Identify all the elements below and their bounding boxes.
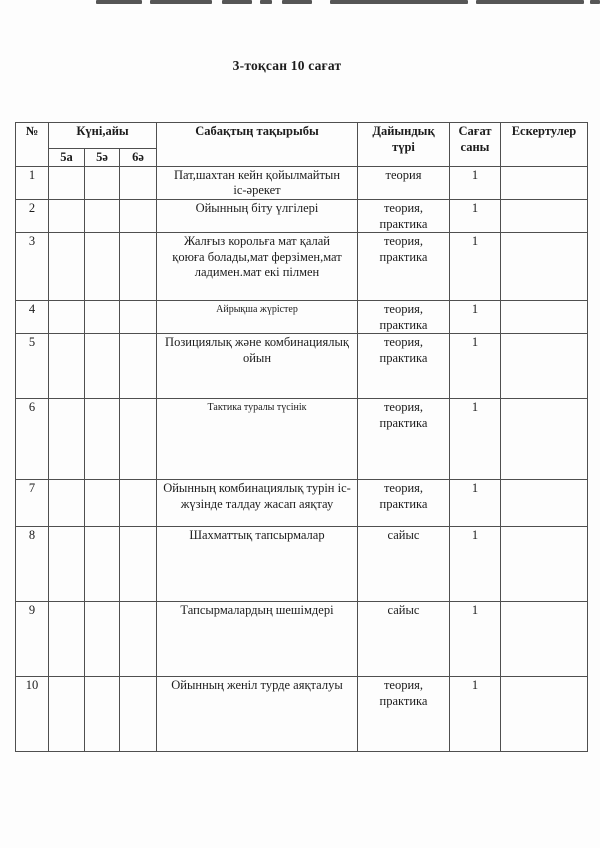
header-row-1: [16, 123, 588, 149]
row-number: 3: [16, 233, 49, 301]
col-header-hours: Сағат саны: [450, 123, 501, 167]
prep-cell: теория, практика: [358, 677, 450, 752]
row-number: 9: [16, 602, 49, 677]
date-cell: [49, 527, 85, 602]
topic-cell: Ойынның женіл турде аяқталуы: [157, 677, 358, 752]
notes-cell: [501, 301, 588, 334]
date-cell: [120, 480, 157, 527]
date-cell: [49, 199, 85, 232]
date-cell: [120, 602, 157, 677]
date-cell: [85, 399, 120, 480]
notes-cell: [501, 399, 588, 480]
prep-cell: теория: [358, 166, 450, 199]
table-row: [16, 334, 588, 399]
notes-cell: [501, 527, 588, 602]
scan-edge-artifact: [0, 0, 600, 5]
date-cell: [120, 334, 157, 399]
col-header-class-5a: 5а: [49, 149, 85, 167]
prep-cell: теория, практика: [358, 301, 450, 334]
notes-cell: [501, 677, 588, 752]
hours-cell: 1: [450, 166, 501, 199]
prep-cell: теория, практика: [358, 480, 450, 527]
topic-cell: Тактика туралы түсінік: [157, 399, 358, 480]
date-cell: [85, 334, 120, 399]
hours-cell: 1: [450, 199, 501, 232]
topic-cell: Позициялық және комбинациялық ойын: [157, 334, 358, 399]
topic-cell: Айрықша жүрістер: [157, 301, 358, 334]
hours-cell: 1: [450, 602, 501, 677]
date-cell: [85, 166, 120, 199]
col-header-number: №: [16, 123, 49, 167]
date-cell: [120, 166, 157, 199]
lesson-plan-table: [15, 122, 588, 752]
hours-cell: 1: [450, 334, 501, 399]
col-header-topic: Сабақтың тақырыбы: [157, 123, 358, 167]
row-number: 1: [16, 166, 49, 199]
date-cell: [85, 527, 120, 602]
row-number: 6: [16, 399, 49, 480]
hours-cell: 1: [450, 233, 501, 301]
table-row: [16, 602, 588, 677]
date-cell: [120, 399, 157, 480]
page-title-wrap: [0, 57, 600, 75]
notes-cell: [501, 602, 588, 677]
prep-cell: сайыс: [358, 527, 450, 602]
topic-cell: Пат,шахтан кейн қойылмайтын іс-әрекет: [157, 166, 358, 199]
prep-cell: теория, практика: [358, 199, 450, 232]
date-cell: [85, 602, 120, 677]
topic-cell: Тапсырмалардың шешімдері: [157, 602, 358, 677]
topic-cell: Ойынның біту үлгілері: [157, 199, 358, 232]
row-number: 8: [16, 527, 49, 602]
date-cell: [85, 301, 120, 334]
notes-cell: [501, 199, 588, 232]
date-cell: [120, 527, 157, 602]
date-cell: [85, 480, 120, 527]
topic-cell: Жалғыз корольға мат қалай қоюға болады,мат ферзімен,мат ладимен.мат екі пілмен: [157, 233, 358, 301]
col-header-notes: Ескертулер: [501, 123, 588, 167]
prep-cell: теория, практика: [358, 334, 450, 399]
table-row: [16, 233, 588, 301]
date-cell: [49, 166, 85, 199]
notes-cell: [501, 334, 588, 399]
row-number: 2: [16, 199, 49, 232]
notes-cell: [501, 480, 588, 527]
row-number: 4: [16, 301, 49, 334]
date-cell: [49, 301, 85, 334]
topic-cell: Ойынның комбинациялық турін іс-жүзінде талдау жасап аяқтау: [157, 480, 358, 527]
date-cell: [49, 480, 85, 527]
prep-cell: сайыс: [358, 602, 450, 677]
date-cell: [120, 301, 157, 334]
date-cell: [49, 334, 85, 399]
table-row: [16, 301, 588, 334]
col-header-class-6a: 6ә: [120, 149, 157, 167]
hours-cell: 1: [450, 480, 501, 527]
prep-cell: теория, практика: [358, 399, 450, 480]
hours-cell: 1: [450, 399, 501, 480]
page-title: 3-тоқсан 10 сағат: [232, 58, 342, 73]
table-row: [16, 199, 588, 232]
table-row: [16, 480, 588, 527]
col-header-prep: Дайындық түрі: [358, 123, 450, 167]
table-row: [16, 527, 588, 602]
row-number: 10: [16, 677, 49, 752]
date-cell: [49, 233, 85, 301]
prep-cell: теория, практика: [358, 233, 450, 301]
row-number: 7: [16, 480, 49, 527]
notes-cell: [501, 166, 588, 199]
hours-cell: 1: [450, 301, 501, 334]
col-header-date: Күні,айы: [49, 123, 157, 149]
date-cell: [49, 399, 85, 480]
table-row: [16, 677, 588, 752]
table-row: [16, 166, 588, 199]
table-row: [16, 399, 588, 480]
date-cell: [85, 677, 120, 752]
date-cell: [120, 233, 157, 301]
notes-cell: [501, 233, 588, 301]
col-header-class-5b: 5ә: [85, 149, 120, 167]
topic-cell: Шахматтық тапсырмалар: [157, 527, 358, 602]
date-cell: [85, 233, 120, 301]
hours-cell: 1: [450, 527, 501, 602]
date-cell: [49, 602, 85, 677]
hours-cell: 1: [450, 677, 501, 752]
row-number: 5: [16, 334, 49, 399]
date-cell: [85, 199, 120, 232]
date-cell: [49, 677, 85, 752]
date-cell: [120, 199, 157, 232]
date-cell: [120, 677, 157, 752]
